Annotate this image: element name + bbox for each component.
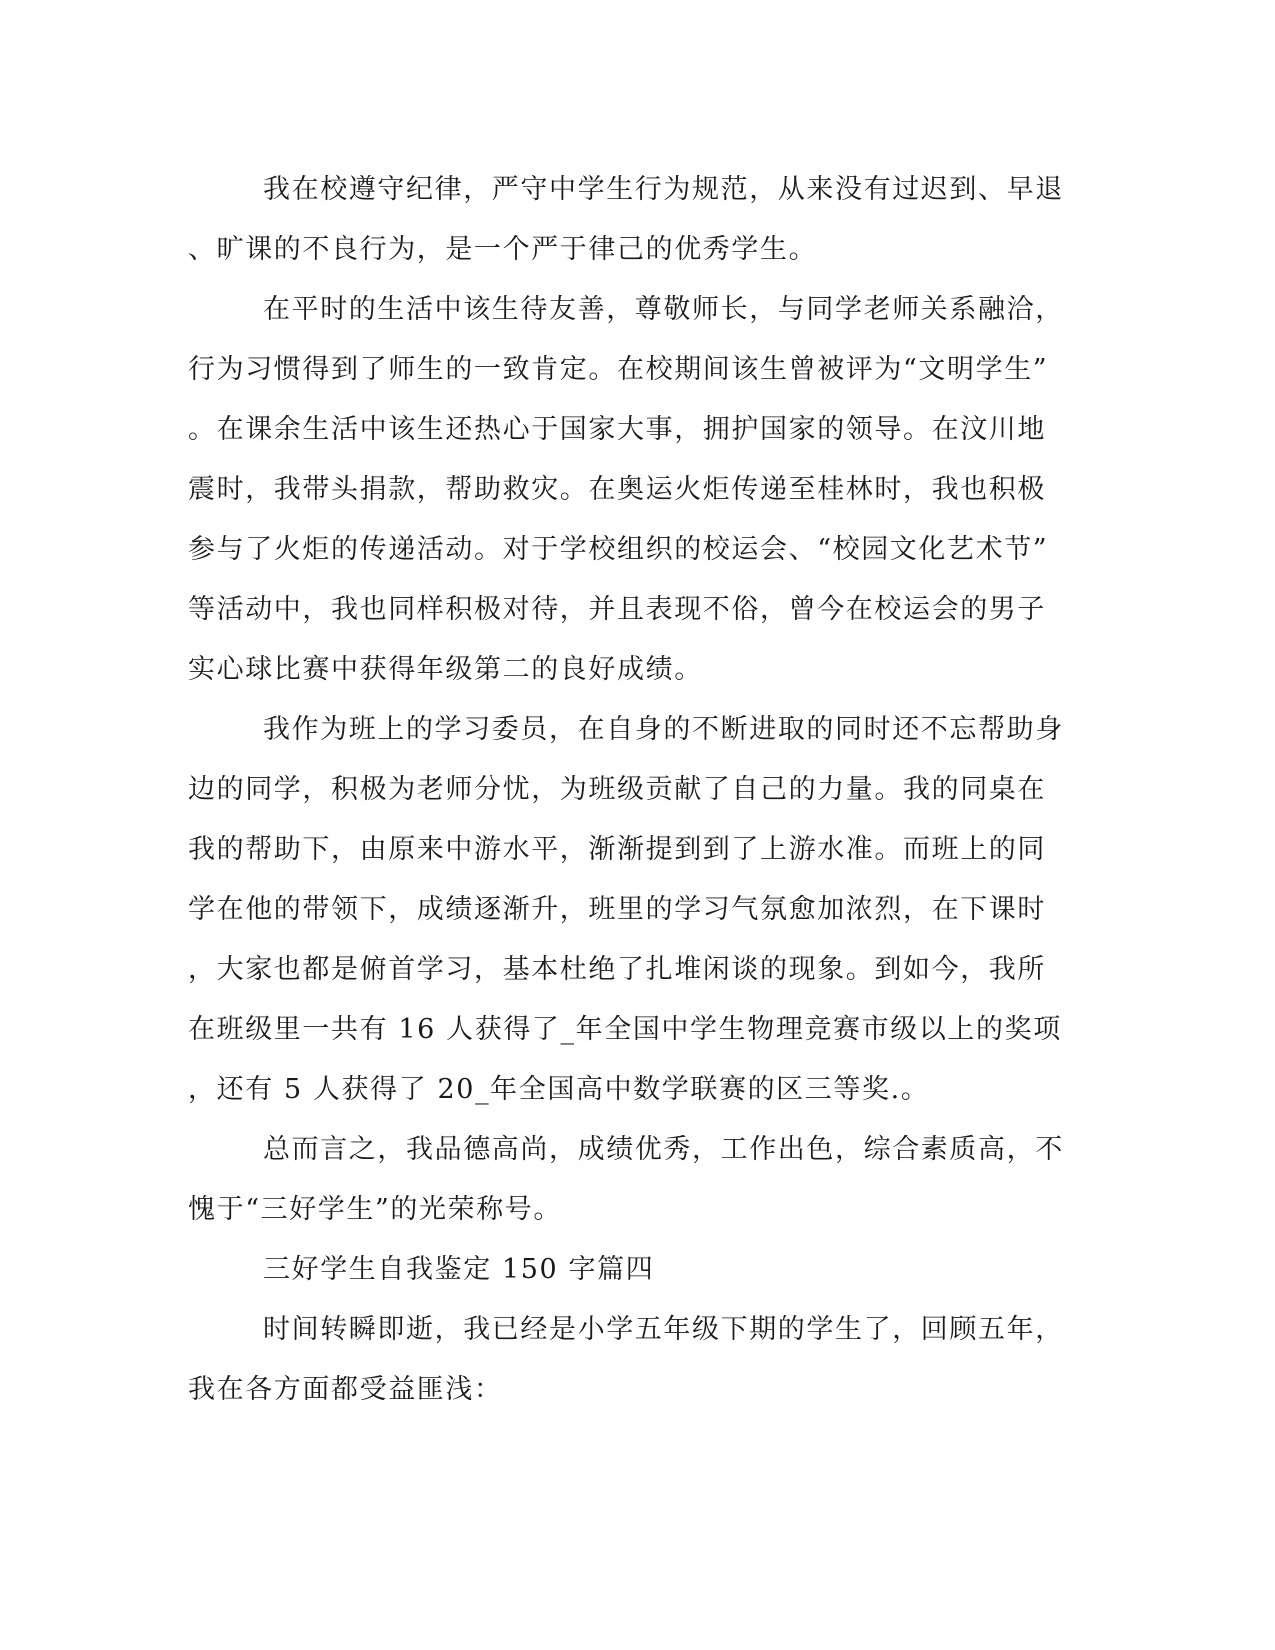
text-line: ，还有 5 人获得了 20_年全国高中数学联赛的区三等奖.。 — [188, 1074, 930, 1105]
text-line: 我作为班上的学习委员，在自身的不断进取的同时还不忘帮助身 — [263, 714, 1064, 745]
text-line: 总而言之，我品德高尚，成绩优秀，工作出色，综合素质高，不 — [263, 1134, 1064, 1165]
text-line: 我的帮助下，由原来中游水平，渐渐提到到了上游水准。而班上的同 — [188, 834, 1046, 865]
text-line: 等活动中，我也同样积极对待，并且表现不俗，曾今在校运会的男子 — [188, 594, 1046, 625]
text-line: 愧于“三好学生”的光荣称号。 — [188, 1194, 563, 1225]
text-line: 震时，我带头捐款，帮助救灾。在奥运火炬传递至桂林时，我也积极 — [188, 474, 1046, 505]
document-body — [188, 160, 1088, 1420]
text-line: 实心球比赛中获得年级第二的良好成绩。 — [188, 654, 703, 685]
text-line: 我在各方面都受益匪浅： — [188, 1374, 503, 1405]
section-heading: 三好学生自我鉴定 150 字篇四 — [263, 1254, 655, 1285]
text-line: 在平时的生活中该生待友善，尊敬师长，与同学老师关系融洽， — [263, 294, 1064, 325]
text-line: 在班级里一共有 16 人获得了_年全国中学生物理竞赛市级以上的奖项 — [188, 1014, 1062, 1045]
text-line: 我在校遵守纪律，严守中学生行为规范，从来没有过迟到、早退 — [263, 174, 1064, 205]
text-line: 学在他的带领下，成绩逐渐升，班里的学习气氛愈加浓烈，在下课时 — [188, 894, 1046, 925]
text-line: ，大家也都是俯首学习，基本杜绝了扎堆闲谈的现象。到如今，我所 — [188, 954, 1046, 985]
text-line: 参与了火炬的传递活动。对于学校组织的校运会、“校园文化艺术节” — [188, 534, 1049, 565]
text-line: 、旷课的不良行为，是一个严于律己的优秀学生。 — [188, 234, 818, 265]
text-line: 行为习惯得到了师生的一致肯定。在校期间该生曾被评为“文明学生” — [188, 354, 1049, 385]
text-line: 时间转瞬即逝，我已经是小学五年级下期的学生了，回顾五年， — [263, 1314, 1064, 1345]
text-line: 。在课余生活中该生还热心于国家大事，拥护国家的领导。在汶川地 — [188, 414, 1046, 445]
text-line: 边的同学，积极为老师分忧，为班级贡献了自己的力量。我的同桌在 — [188, 774, 1046, 805]
